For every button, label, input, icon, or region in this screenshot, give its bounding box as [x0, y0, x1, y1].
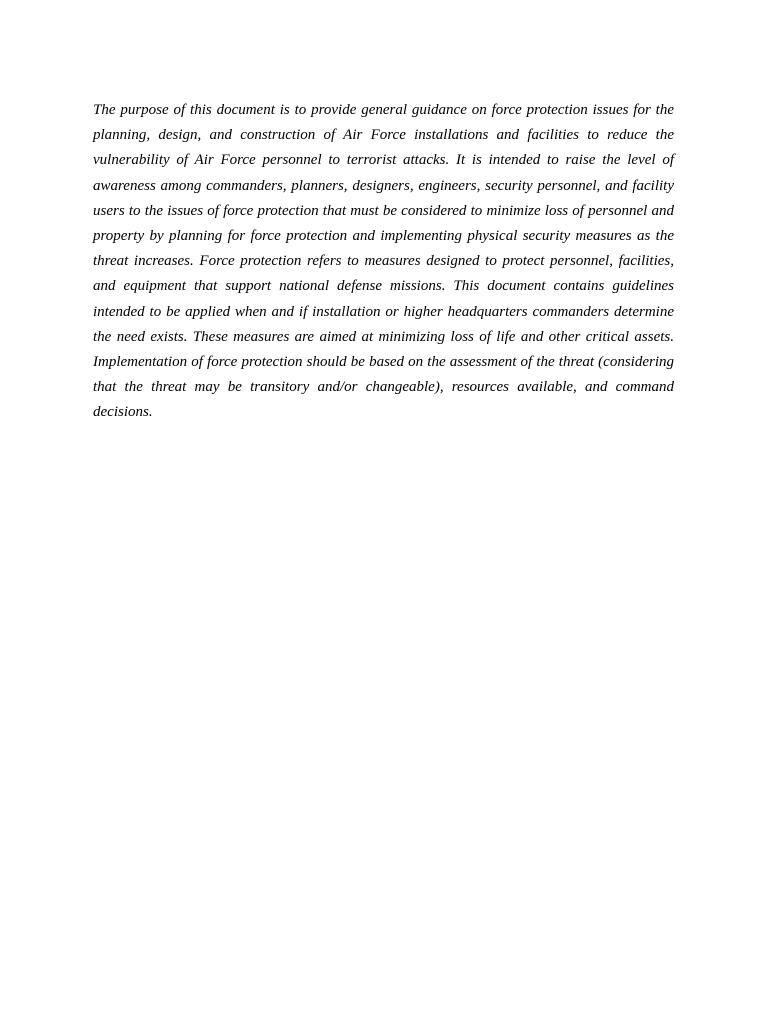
body-paragraph: The purpose of this document is to provide general guidance on force protection issues for the planning, design, and construction of Air Force installations and facilities to reduce the vulnerability of Air Force personnel to terrorist attacks. It is intended to raise the level of awareness among commanders, planners, designers, engineers, security personnel, and facility users to the issues of force protection that must be considered to minimize loss of personnel and property by planning for force protection and implementing physical security measures as the threat increases. Force protection refers to measures designed to protect personnel, facilities, and equipment that support national defense missions. This document contains guidelines intended to be applied when and if installation or higher headquarters commanders determine the need exists. These measures are aimed at minimizing loss of life and other critical assets. Implementation of force protection should be based on the assessment of the threat (considering that the threat may be transitory and/or changeable), resources available, and command decisions. [93, 102, 674, 421]
